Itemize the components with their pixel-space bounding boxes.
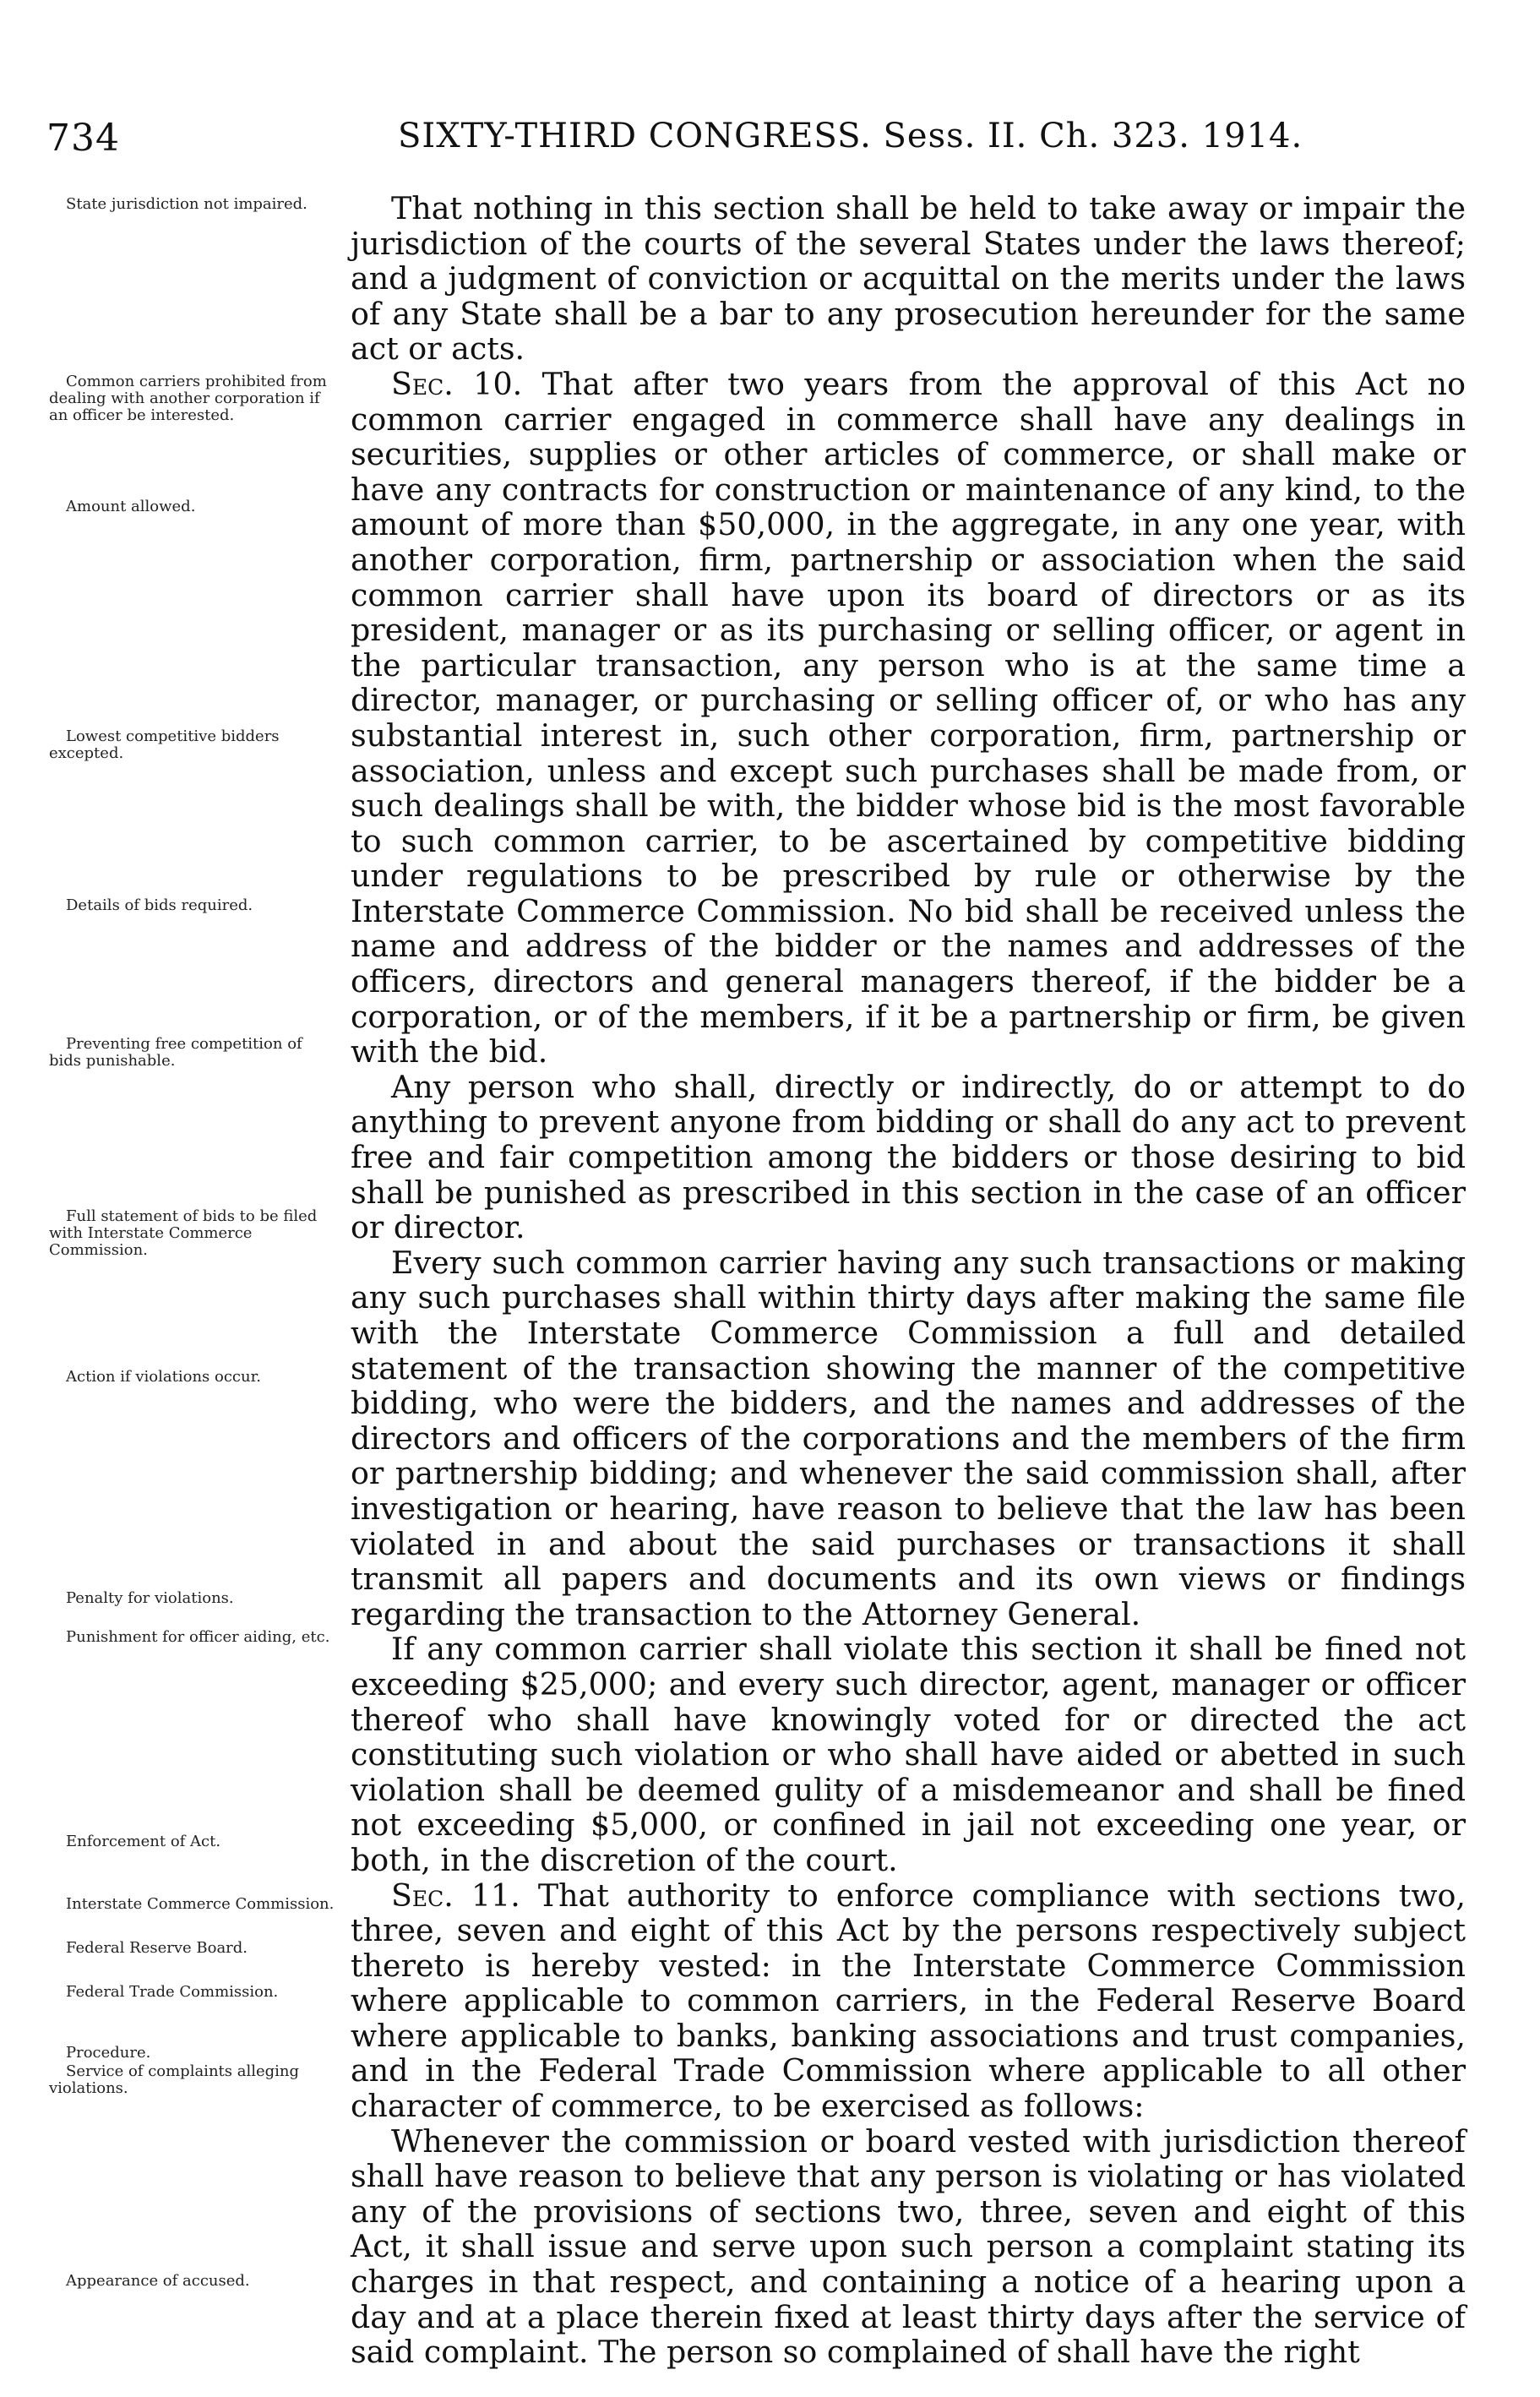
margin-note: Common carriers prohibited from dealing with another corporation if an officer be interested.: [49, 373, 327, 424]
margin-note: Preventing free competition of bids punishable.: [49, 1035, 302, 1070]
section-text: That after two years from the approval of this Act no common carrier engaged in commerce shall have any dealings in securities, supplies or other articles of commerce, or shall make or have any contracts for construction or maintenance of any kind, to the amount of more than $50,000, in the aggregate, in any one year, with another corporation, firm, partnership or association when the said common carrier shall have upon its board of directors or as its president, manager or as its purchasing or selling officer, or agent in the particular transaction, any person who is at the same time a director, manager, or purchasing or selling officer of, or who has any substantial interest in, such other corporation, firm, partnership or association, unless and except such purchases shall be made from, or such dealings shall be with, the bidder whose bid is the most favorable to such common carrier, to be ascertained by competitive bidding under regulations to be prescribed by rule or otherwise by the Interstate Commerce Commission. No bid shall be received unless the name and address of the bidder or the names and addresses of the officers, directors and general managers thereof, if the bidder be a corporation, or of the members, if it be a partnership or firm, be given with the bid.: [351, 365, 1466, 1070]
paragraph: If any common carrier shall violate this section it shall be fined not exceeding $25,000; and every such director, agent, manager or officer thereof who shall have knowingly voted for or directed the act constituting such violation or who shall have aided or abetted in such violation shall be deemed gulity of a misdemeanor and shall be fined not exceeding $5,000, or confined in jail not exceeding one year, or both, in the discretion of the court.: [351, 1631, 1466, 1878]
margin-note: Procedure.: [66, 2044, 151, 2062]
margin-note: Punishment for officer aiding, etc.: [66, 1628, 330, 1646]
margin-note: Lowest competitive bidders excepted.: [49, 727, 280, 762]
margin-note: State jurisdiction not impaired.: [66, 195, 307, 213]
section-label: Sec. 10.: [391, 365, 523, 402]
paragraph: That nothing in this section shall be held to take away or impair the jurisdiction of the courts of the several States under the laws thereof; and a judgment of conviction or acquittal on the merits under the laws of any State shall be a bar to any prosecution hereunder for the same act or acts.: [351, 190, 1466, 368]
margin-note: Appearance of accused.: [66, 2272, 250, 2290]
margin-note: Federal Reserve Board.: [66, 1939, 248, 1957]
margin-note: Federal Trade Commission.: [66, 1983, 279, 2001]
margin-note: Full statement of bids to be filed with Interstate Commerce Commission.: [49, 1207, 318, 1259]
running-head: SIXTY-THIRD CONGRESS. Sess. II. Ch. 323. 1914.: [398, 117, 1303, 155]
section-label: Sec. 11.: [391, 1877, 520, 1914]
margin-note: Details of bids required.: [66, 896, 253, 914]
page-header: [46, 117, 1474, 167]
margin-note: Service of complaints alleging violations.: [49, 2062, 300, 2097]
page-number: 734: [46, 117, 120, 160]
margin-note: Amount allowed.: [66, 498, 196, 515]
paragraph: Every such common carrier having any such transactions or making any such purchases shall within thirty days after making the same file with the Interstate Commerce Commission a full and detailed statement of the transaction showing the manner of the competitive bidding, who were the bidders, and the names and addresses of the directors and officers of the corporations and the members of the firm or partnership bidding; and whenever the said commission shall, after investigation or hearing, have reason to believe that the law has been violated in and about the said purchases or transactions it shall transmit all papers and documents and its own views or findings regarding the transaction to the Attorney General.: [351, 1244, 1466, 1632]
margin-note: Action if violations occur.: [66, 1368, 261, 1386]
section-text: That authority to enforce compliance with sections two, three, seven and eight of this Act by the persons respectively subject thereto is hereby vested: in the Interstate Commerce Commission where applicable to common carriers, in the Federal Reserve Board where applicable to banks, banking associations and trust companies, and in the Federal Trade Commission where applicable to all other character of commerce, to be exercised as follows:: [351, 1877, 1466, 2125]
margin-note: Enforcement of Act.: [66, 1833, 221, 1850]
margin-note: Interstate Commerce Commission.: [66, 1895, 335, 1913]
margin-note: Penalty for violations.: [66, 1589, 234, 1607]
main-text: [351, 191, 1466, 2370]
paragraph: Whenever the commission or board vested with jurisdiction thereof shall have reason to believe that any person is violating or has violated any of the provisions of sections two, three, seven and eight of this Act, it shall issue and serve upon such person a complaint stating its charges in that respect, and containing a notice of a hearing upon a day and at a place therein fixed at least thirty days after the service of said complaint. The person so complained of shall have the right: [351, 2122, 1466, 2371]
section-10: [351, 367, 1466, 1070]
paragraph: Any person who shall, directly or indirectly, do or attempt to do anything to prevent anyone from bidding or shall do any act to prevent free and fair competition among the bidders or those desiring to bid shall be punished as prescribed in this section in the case of an officer or director.: [351, 1068, 1466, 1246]
section-11: [351, 1878, 1466, 2124]
